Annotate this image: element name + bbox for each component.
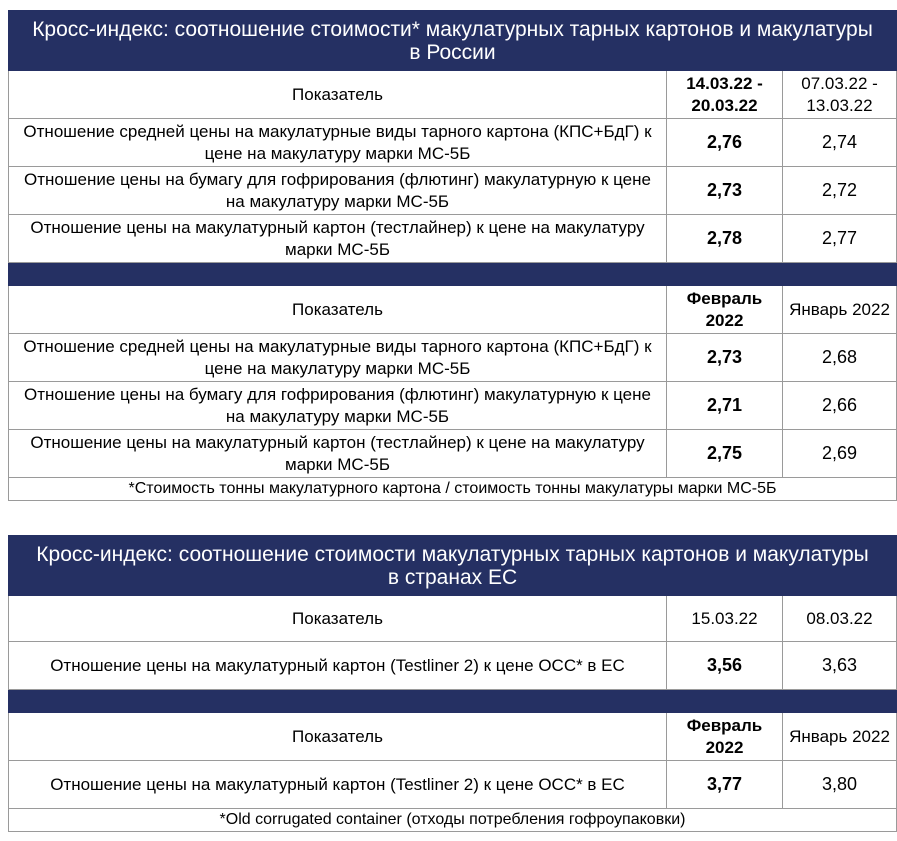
row-current-value: 2,78 — [667, 215, 783, 263]
row-label: Отношение цены на бумагу для гофрирования (флютинг) макулатурную к цене на макулатуру марки МС-5Б — [9, 167, 667, 215]
header-previous-month: Январь 2022 — [783, 713, 897, 761]
row-current-value: 2,73 — [667, 167, 783, 215]
row-current-value: 2,73 — [667, 334, 783, 382]
row-label: Отношение цены на макулатурный картон (Testliner 2) к цене OCC* в ЕС — [9, 761, 667, 809]
header-indicator: Показатель — [9, 596, 667, 642]
row-previous-value: 2,68 — [783, 334, 897, 382]
row-label: Отношение цены на бумагу для гофрирования (флютинг) макулатурную к цене на макулатуру марки МС-5Б — [9, 382, 667, 430]
header-current-week: 14.03.22 - 20.03.22 — [667, 71, 783, 119]
row-label: Отношение цены на макулатурный картон (тестлайнер) к цене на макулатуру марки МС-5Б — [9, 430, 667, 478]
row-previous-value: 3,80 — [783, 761, 897, 809]
header-indicator: Показатель — [9, 286, 667, 334]
row-current-value: 3,77 — [667, 761, 783, 809]
footnote: *Old corrugated container (отходы потребления гофроупаковки) — [9, 809, 897, 832]
section-divider — [9, 263, 897, 286]
row-label: Отношение средней цены на макулатурные виды тарного картона (КПС+БдГ) к цене на макулатуру марки МС-5Б — [9, 334, 667, 382]
row-previous-value: 3,63 — [783, 642, 897, 690]
russia-cross-index-table — [8, 10, 897, 501]
row-label: Отношение цены на макулатурный картон (тестлайнер) к цене на макулатуру марки МС-5Б — [9, 215, 667, 263]
header-indicator: Показатель — [9, 71, 667, 119]
russia-table-title: Кросс-индекс: соотношение стоимости* макулатурных тарных картонов и макулатуры в России — [9, 11, 897, 71]
header-indicator: Показатель — [9, 713, 667, 761]
footnote: *Стоимость тонны макулатурного картона / стоимость тонны макулатуры марки МС-5Б — [9, 478, 897, 501]
eu-table-title: Кросс-индекс: соотношение стоимости макулатурных тарных картонов и макулатуры в странах ЕС — [9, 536, 897, 596]
header-current-month: Февраль 2022 — [667, 713, 783, 761]
row-current-value: 2,71 — [667, 382, 783, 430]
header-current-month: Февраль 2022 — [667, 286, 783, 334]
row-label: Отношение средней цены на макулатурные виды тарного картона (КПС+БдГ) к цене на макулатуру марки МС-5Б — [9, 119, 667, 167]
row-previous-value: 2,69 — [783, 430, 897, 478]
row-previous-value: 2,66 — [783, 382, 897, 430]
row-label: Отношение цены на макулатурный картон (Testliner 2) к цене OCC* в ЕС — [9, 642, 667, 690]
header-previous-month: Январь 2022 — [783, 286, 897, 334]
row-current-value: 3,56 — [667, 642, 783, 690]
row-current-value: 2,76 — [667, 119, 783, 167]
header-current-date: 15.03.22 — [667, 596, 783, 642]
row-previous-value: 2,72 — [783, 167, 897, 215]
row-current-value: 2,75 — [667, 430, 783, 478]
header-previous-week: 07.03.22 - 13.03.22 — [783, 71, 897, 119]
section-divider — [9, 690, 897, 713]
header-previous-date: 08.03.22 — [783, 596, 897, 642]
row-previous-value: 2,77 — [783, 215, 897, 263]
eu-cross-index-table — [8, 535, 897, 832]
row-previous-value: 2,74 — [783, 119, 897, 167]
